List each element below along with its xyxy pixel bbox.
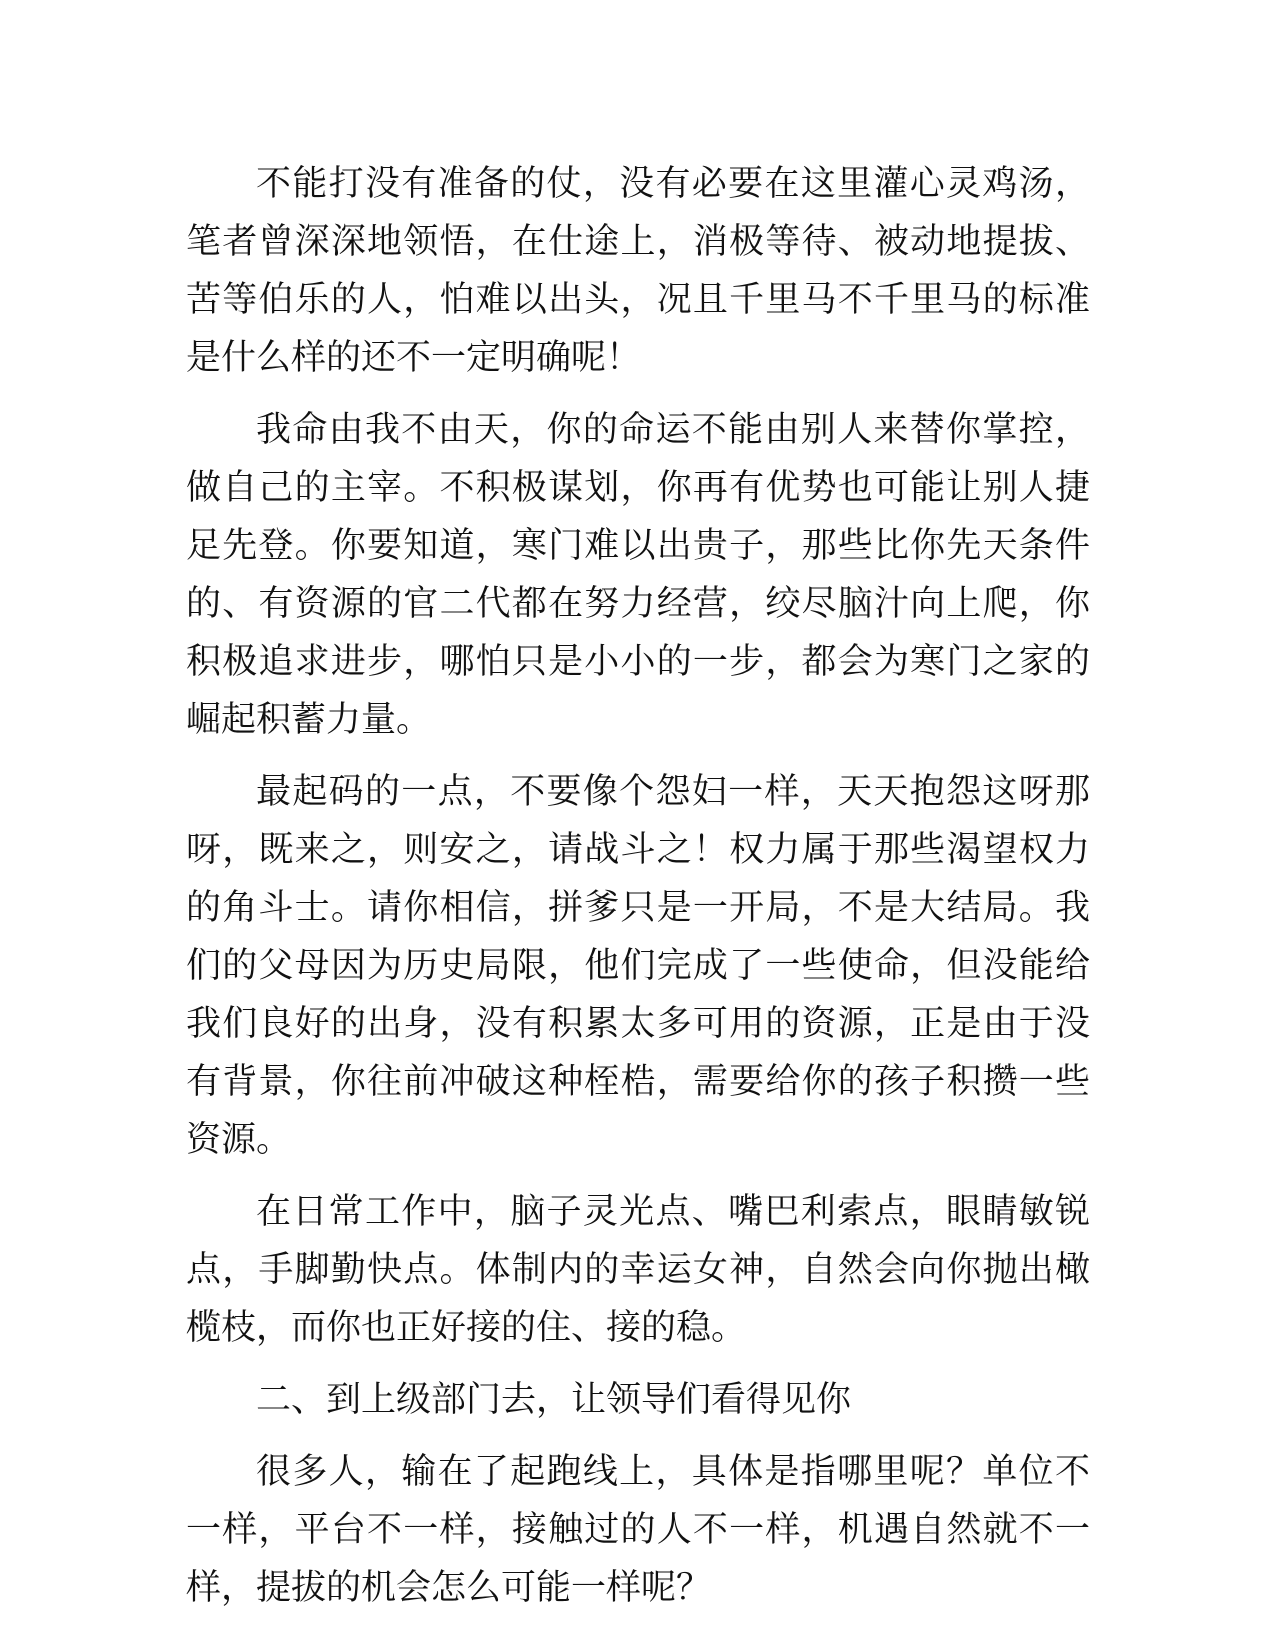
paragraph-6: 很多人，输在了起跑线上，具体是指哪里呢？单位不一样，平台不一样，接触过的人不一样，机遇自然就不一样，提拔的机会怎么可能一样呢？ bbox=[186, 1452, 1090, 1608]
paragraph-4: 在日常工作中，脑子灵光点、嘴巴利索点，眼睛敏锐点，手脚勤快点。体制内的幸运女神，自然会向你抛出橄榄枝，而你也正好接的住、接的稳。 bbox=[186, 1192, 1090, 1348]
paragraph-2: 我命由我不由天，你的命运不能由别人来替你掌控，做自己的主宰。不积极谋划，你再有优势也可能让别人捷足先登。你要知道，寒门难以出贵子，那些比你先天条件的、有资源的官二代都在努力经营，绞尽脑汁向上爬，你积极追求进步，哪怕只是小小的一步，都会为寒门之家的崛起积蓄力量。 bbox=[186, 410, 1090, 740]
paragraph-1: 不能打没有准备的仗，没有必要在这里灌心灵鸡汤，笔者曾深深地领悟，在仕途上，消极等待、被动地提拔、苦等伯乐的人，怕难以出头，况且千里马不千里马的标准是什么样的还不一定明确呢！ bbox=[186, 164, 1090, 378]
section-heading: 二、到上级部门去，让领导们看得见你 bbox=[256, 1380, 852, 1420]
document-body bbox=[186, 155, 1090, 1631]
paragraph-3: 最起码的一点，不要像个怨妇一样，天天抱怨这呀那呀，既来之，则安之，请战斗之！权力属于那些渴望权力的角斗士。请你相信，拼爹只是一开局，不是大结局。我们的父母因为历史局限，他们完成了一些使命，但没能给我们良好的出身，没有积累太多可用的资源，正是由于没有背景，你往前冲破这种桎梏，需要给你的孩子积攒一些资源。 bbox=[186, 772, 1090, 1160]
